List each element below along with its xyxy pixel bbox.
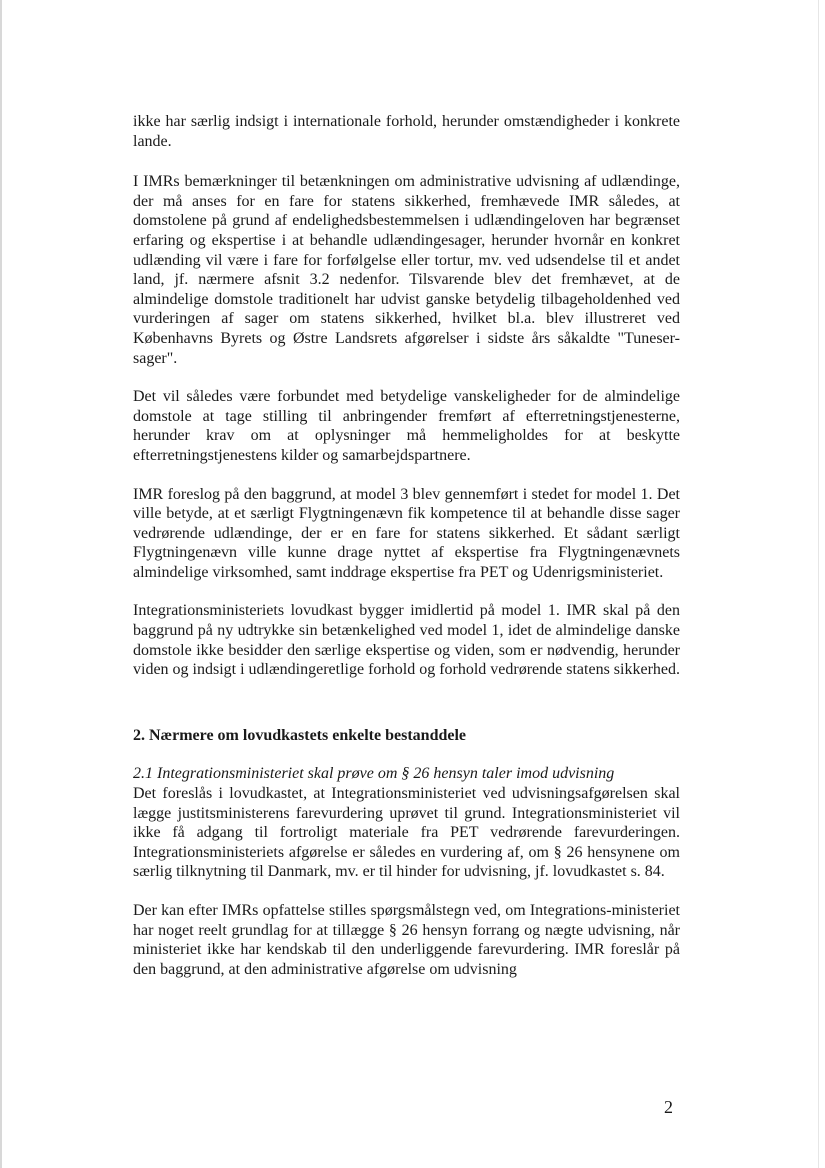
paragraph-model-3: IMR foreslog på den baggrund, at model 3 blev gennemført i stedet for model 1. Det ville betyde, at et særligt Flygtningenævn fik kompetence til at behandle disse sager vedrørende udlændinge, der er en fare for statens sikkerhed. Et sådant særligt Flygtningenævn ville kunne drage nyttet af ekspertise fra Flygtningenævnets almindelige virksomhed, samt inddrage ekspertise fra PET og Udenrigsministeriet. bbox=[133, 485, 680, 581]
subsection-block bbox=[133, 764, 680, 882]
scan-edge-right bbox=[818, 0, 819, 1168]
section-heading: 2. Nærmere om lovudkastets enkelte bestanddele bbox=[133, 726, 467, 744]
scan-edge-left bbox=[0, 0, 2, 1168]
paragraph-subsection-1: Det foreslås i lovudkastet, at Integrationsministeriet ved udvisningsafgørelsen skal lægge justitsministerens farevurdering uprøvet til grund. Integrationsministeriet vil ikke få adgang til fortroligt materiale fra PET vedrørende farevurderingen. Integrationsministeriets afgørelse er således en vurdering af, om § 26 hensynene om særlig tilknytning til Danmark, mv. er til hinder for udvisning, jf. lovudkastet s. 84. bbox=[133, 785, 680, 881]
paragraph-imr-remarks: I IMRs bemærkninger til betænkningen om administrative udvisning af udlændinge, der må anses for en fare for statens sikkerhed, fremhævede IMR således, at domstolene på grund af endelighedsbestemmelsen i udlændingeloven har begrænset erfaring og ekspertise i at behandle udlændingesager, herunder hvornår en konkret udlænding vil være i fare for forfølgelse eller tortur, mv. ved udsendelse til et andet land, jf. nærmere afsnit 3.2 nedenfor. Tilsvarende blev det fremhævet, at de almindelige domstole traditionelt har udvist ganske betydelig tilbageholdenhed ved vurderingen af sager om statens sikkerhed, hvilket bl.a. blev illustreret ved Københavns Byrets og Østre Landsrets afgørelser i sidste års såkaldte "Tuneser-sager". bbox=[133, 173, 680, 367]
paragraph-difficulties: Det vil således være forbundet med betydelige vanskeligheder for de almindelige domstole at tage stilling til anbringender fremført af efterretningstjenesterne, herunder krav om at oplysninger må hemmeligholdes for at beskytte efterretningstjenestens kilder og samarbejdspartnere. bbox=[133, 388, 680, 464]
subsection-title: 2.1 Integrationsministeriet skal prøve om § 26 hensyn taler imod udvisning bbox=[133, 765, 615, 783]
document-body bbox=[133, 112, 680, 998]
paragraph-model-1: Integrationsministeriets lovudkast bygger imidlertid på model 1. IMR skal på den baggrund på ny udtrykke sin betænkelighed ved model 1, idet de almindelige danske domstole ikke besidder den særlige ekspertise og viden, som er nødvendig, herunder viden og indsigt i udlændingeretlige forhold og forhold vedrørende statens sikkerhed. bbox=[133, 602, 680, 679]
page-number: 2 bbox=[664, 1097, 673, 1117]
paragraph-subsection-2: Der kan efter IMRs opfattelse stilles spørgsmålstegn ved, om Integrations-ministeriet har noget reelt grundlag for at tillægge § 26 hensyn forrang og nægte udvisning, når ministeriet ikke har kendskab til den underliggende farevurdering. IMR foreslår på den baggrund, at den administrative afgørelse om udvisning bbox=[133, 902, 680, 978]
paragraph-continuation: ikke har særlig indsigt i internationale forhold, herunder omstændigheder i konkrete lande. bbox=[133, 113, 680, 150]
